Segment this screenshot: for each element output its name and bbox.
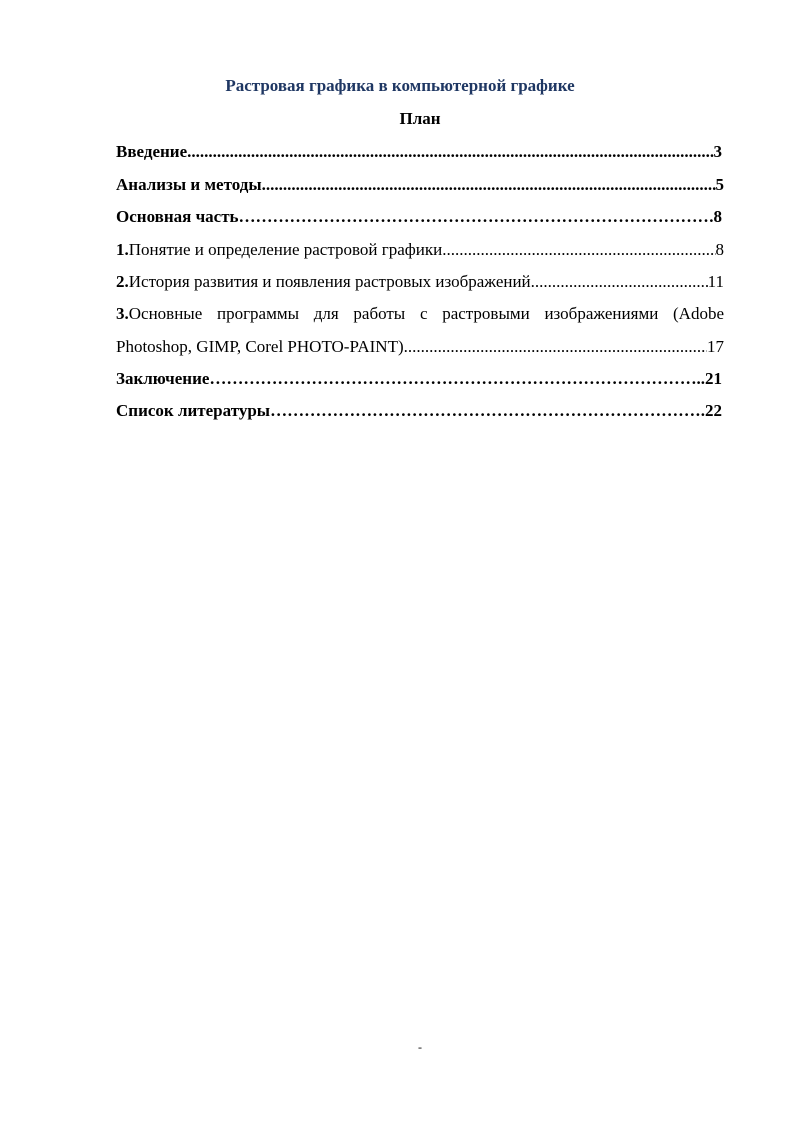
toc-leader-dots <box>404 335 707 359</box>
toc-entry-3[interactable] <box>116 302 724 326</box>
toc-leader-dots <box>209 367 696 391</box>
toc-entry-1[interactable] <box>116 238 724 262</box>
toc-entry-references[interactable] <box>116 399 722 423</box>
toc-leader-dots <box>262 173 716 197</box>
toc-entry-number: 1. <box>116 240 129 259</box>
toc-entry-page: 8 <box>715 240 724 259</box>
toc-entry-title: Введение <box>116 142 188 161</box>
page-footer-mark: - <box>418 1040 422 1054</box>
toc-leader-dots <box>531 270 708 294</box>
toc-leader-dots <box>239 205 710 229</box>
toc-entry-title: Основная часть <box>116 207 239 226</box>
toc-entry-page: .8 <box>709 207 722 226</box>
toc-entry-conclusion[interactable] <box>116 367 722 391</box>
toc-leader-dots <box>187 140 713 164</box>
toc-entry-page: ..21 <box>696 369 722 388</box>
toc-entry-title-line1 <box>116 302 724 326</box>
toc-entry-analysis-methods[interactable] <box>116 173 724 197</box>
document-title: Растровая графика в компьютерной графике <box>225 76 575 95</box>
toc-entry-number: 2. <box>116 272 129 291</box>
toc-entry-2[interactable] <box>116 270 724 294</box>
toc-entry-3-line2[interactable] <box>116 335 724 359</box>
toc-entry-introduction[interactable] <box>116 140 722 164</box>
toc-entry-title: Понятие и определение растровой графики <box>128 240 443 259</box>
toc-leader-dots <box>270 399 701 423</box>
toc-entry-page: 3 <box>713 142 722 161</box>
toc-entry-page: 17 <box>707 337 724 356</box>
toc-entry-title: История развития и появления растровых изображений <box>128 272 531 291</box>
toc-entry-number: 3. <box>116 304 129 323</box>
toc-entry-page: 11 <box>707 272 724 291</box>
toc-entry-page: 5 <box>715 175 724 194</box>
toc-entry-main-part[interactable] <box>116 205 722 229</box>
toc-entry-title: Список литературы <box>116 401 271 420</box>
plan-heading: План <box>399 109 441 128</box>
toc-entry-title: Основные программы для работы с растровыми изображениями (Adobe <box>128 304 724 323</box>
toc-entry-page: .22 <box>700 401 722 420</box>
toc-entry-title: Заключение <box>116 369 210 388</box>
toc-leader-dots <box>442 238 715 262</box>
toc-entry-title: Анализы и методы <box>116 175 262 194</box>
toc-entry-title-line2: Photoshop, GIMP, Corel PHOTO-PAINT) <box>116 337 404 356</box>
